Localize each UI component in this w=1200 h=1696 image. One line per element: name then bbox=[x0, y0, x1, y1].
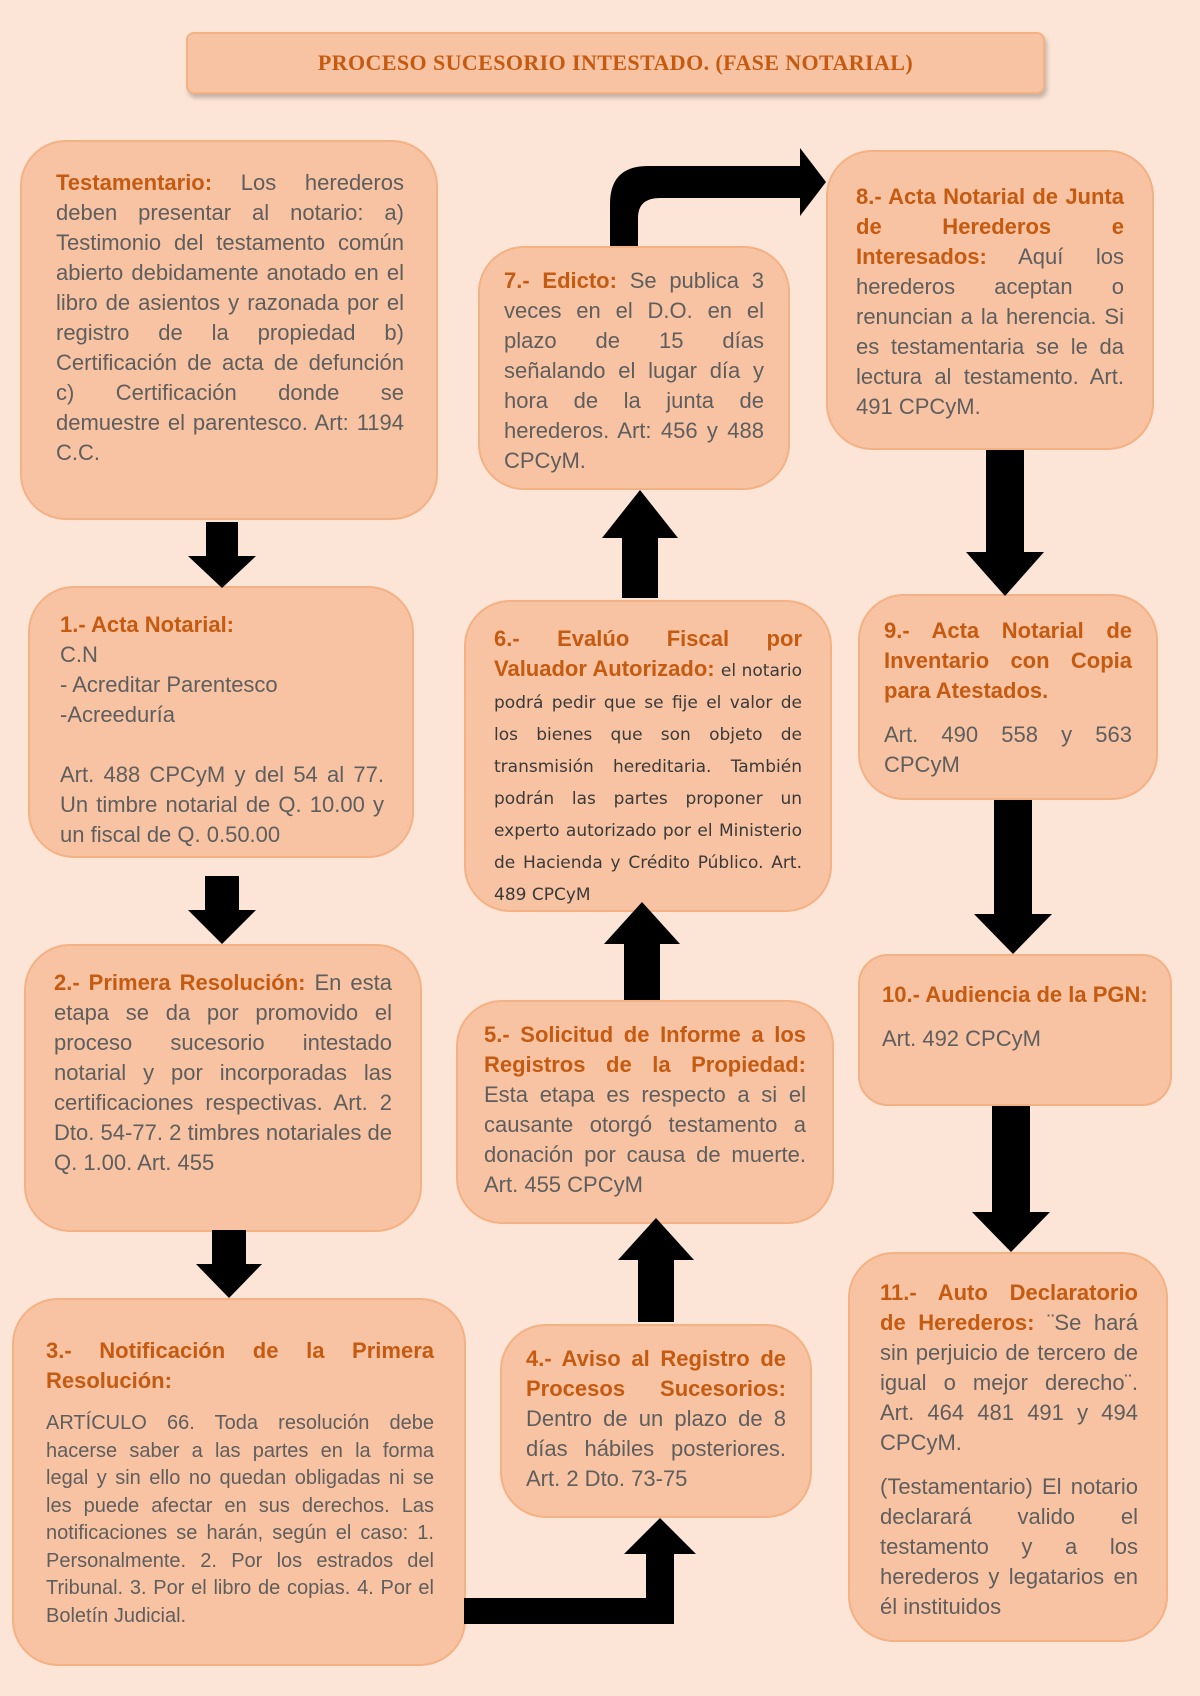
page-title: PROCESO SUCESORIO INTESTADO. (FASE NOTARIAL) bbox=[186, 32, 1045, 94]
arrow-up bbox=[604, 902, 680, 1000]
arrow-down bbox=[196, 1230, 262, 1298]
box-heading: 4.- Aviso al Registro de Procesos Sucesorios: bbox=[526, 1346, 786, 1401]
arrow-down bbox=[188, 876, 256, 944]
box-text: Art. 490 558 y 563 CPCyM bbox=[884, 722, 1132, 777]
box-text: Art. 488 CPCyM y del 54 al 77. Un timbre notarial de Q. 10.00 y un fiscal de Q. 0.50.00 bbox=[60, 762, 384, 847]
box-text: En esta etapa se da por promovido el proceso sucesorio intestado notarial y por incorporadas las certificaciones respectivas. Art. 2 Dto. 54-77. 2 timbres notariales de Q. 1.00. Art. 455 bbox=[54, 970, 392, 1175]
box-text: Art. 492 CPCyM bbox=[882, 1026, 1041, 1051]
box-heading: 1.- Acta Notarial: bbox=[60, 612, 235, 637]
box-text: Esta etapa es respecto a si el causante otorgó testamento a donación por causa de muerte. Art. 455 CPCyM bbox=[484, 1082, 806, 1197]
box-text: Se publica 3 veces en el D.O. en el plazo de 15 días señalando el lugar día y hora de la junta de herederos. Art: 456 y 488 CPCyM. bbox=[504, 268, 764, 473]
arrow-down bbox=[972, 1106, 1050, 1252]
box-heading: 9.- Acta Notarial de Inventario con Copia para Atestados. bbox=[884, 618, 1132, 703]
box-heading: 8.- Acta Notarial de Junta de Herederos e Interesados: bbox=[856, 184, 1124, 269]
arrow-elbow bbox=[464, 1518, 696, 1624]
box-heading: 6.- Evalúo Fiscal por Valuador Autorizado: bbox=[494, 626, 802, 681]
arrow-down bbox=[966, 450, 1044, 596]
arrow-elbow bbox=[610, 148, 826, 246]
box-text: ¨Se hará sin perjuicio de tercero de igual o mejor derecho¨. Art. 464 481 491 y 494 CPCyM. bbox=[880, 1310, 1138, 1455]
box-text: Los herederos deben presentar al notario: a) Testimonio del testamento común abierto debidamente anotado en el libro de asientos y razonada por el registro de la propiedad b) Certificación de acta de defunción c) Certificación donde se demuestre el parentesco. Art: 1194 C.C. bbox=[56, 170, 404, 465]
box-text-2: (Testamentario) El notario declarará valido el testamento y a los herederos y legatarios en él instituidos bbox=[880, 1474, 1138, 1619]
box-heading: 5.- Solicitud de Informe a los Registros de la Propiedad: bbox=[484, 1022, 806, 1077]
box-text: ARTÍCULO 66. Toda resolución debe hacerse saber a las partes en la forma legal y sin ello no quedan obligadas ni se les puede afectar en sus derechos. Las notificaciones se harán, según el caso: 1. Personalmente. 2. Por los estrados del Tribunal. 3. Por el libro de copias. 4. Por el Boletín Judicial. bbox=[46, 1412, 434, 1627]
box-heading: 2.- Primera Resolución: bbox=[54, 970, 306, 995]
box-text: Aquí los herederos aceptan o renuncian a la herencia. Si es testamentaria se le da lectura al testamento. Art. 491 CPCyM. bbox=[856, 244, 1124, 419]
box-line: -Acreeduría bbox=[60, 702, 175, 727]
arrow-up bbox=[602, 490, 678, 598]
box-heading: 7.- Edicto: bbox=[504, 268, 617, 293]
box-line: C.N bbox=[60, 642, 98, 667]
box-heading: 3.- Notificación de la Primera Resolución: bbox=[46, 1338, 434, 1393]
arrow-up bbox=[618, 1218, 694, 1322]
box-heading: 10.- Audiencia de la PGN: bbox=[882, 982, 1148, 1007]
arrow-down bbox=[974, 800, 1052, 954]
box-text: Dentro de un plazo de 8 días hábiles posteriores. Art. 2 Dto. 73-75 bbox=[526, 1406, 786, 1491]
arrow-down bbox=[188, 522, 256, 588]
box-heading: Testamentario: bbox=[56, 170, 213, 195]
box-line: - Acreditar Parentesco bbox=[60, 672, 278, 697]
box-heading: 11.- Auto Declaratorio de Herederos: bbox=[880, 1280, 1138, 1335]
box-text: el notario podrá pedir que se fije el valor de los bienes que son objeto de transmisión hereditaria. También podrán las partes proponer un experto autorizado por el Ministerio de Hacienda y Crédito Público. Art. 489 CPCyM bbox=[494, 661, 802, 905]
